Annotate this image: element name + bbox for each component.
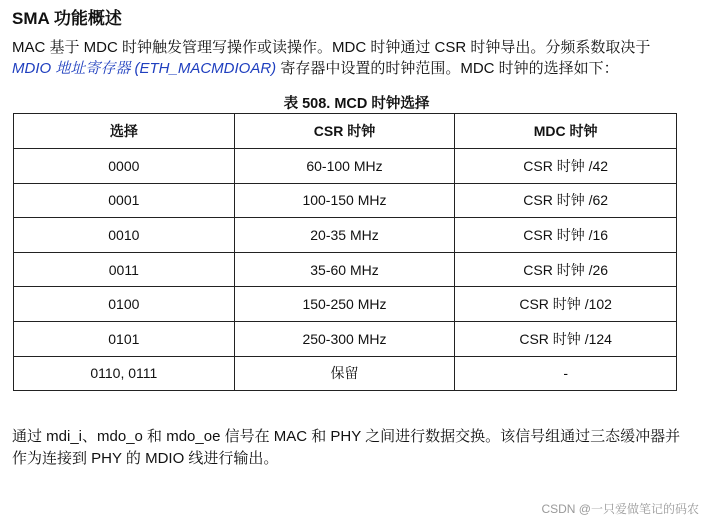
cell-selection: 0010 bbox=[14, 218, 235, 253]
table-caption: 表 508. MCD 时钟选择 bbox=[283, 96, 430, 112]
cell-mdc-clock: CSR 时钟 /16 bbox=[455, 218, 677, 253]
table-row bbox=[14, 252, 677, 287]
table-row bbox=[14, 218, 677, 253]
register-link[interactable]: MDIO 地址寄存器 (ETH_MACMDIOAR) bbox=[12, 60, 277, 77]
header-selection: 选择 bbox=[14, 114, 235, 149]
cell-csr-clock: 35-60 MHz bbox=[234, 252, 455, 287]
intro-text-start: MAC 基于 MDC 时钟触发管理写操作或读操作。MDC 时钟通过 CSR 时钟导出。分频系数取决于 bbox=[12, 39, 651, 56]
watermark-text: CSDN @一只爱做笔记的码农 bbox=[541, 502, 699, 516]
cell-selection: 0001 bbox=[14, 183, 235, 218]
header-csr-clock: CSR 时钟 bbox=[234, 114, 455, 149]
table-header-row bbox=[14, 114, 677, 149]
table-row bbox=[14, 287, 677, 322]
table-row bbox=[14, 321, 677, 356]
intro-paragraph bbox=[12, 37, 692, 79]
table-row bbox=[14, 149, 677, 184]
cell-selection: 0101 bbox=[14, 321, 235, 356]
cell-mdc-clock: CSR 时钟 /26 bbox=[455, 252, 677, 287]
cell-selection: 0110, 0111 bbox=[14, 356, 235, 391]
section-heading: SMA 功能概述 bbox=[12, 9, 122, 28]
table-row bbox=[14, 356, 677, 391]
cell-csr-clock: 150-250 MHz bbox=[234, 287, 455, 322]
cell-mdc-clock: CSR 时钟 /42 bbox=[455, 149, 677, 184]
cell-mdc-clock: CSR 时钟 /124 bbox=[455, 321, 677, 356]
cell-mdc-clock: - bbox=[455, 356, 677, 391]
data-exchange-paragraph: 通过 mdi_i、mdo_o 和 mdo_oe 信号在 MAC 和 PHY 之间进行数据交换。该信号组通过三态缓冲器并作为连接到 PHY 的 MDIO 线进行输出。 bbox=[12, 428, 681, 467]
cell-selection: 0011 bbox=[14, 252, 235, 287]
cell-selection: 0000 bbox=[14, 149, 235, 184]
cell-csr-clock: 60-100 MHz bbox=[234, 149, 455, 184]
header-mdc-clock: MDC 时钟 bbox=[455, 114, 677, 149]
cell-csr-clock: 20-35 MHz bbox=[234, 218, 455, 253]
cell-selection: 0100 bbox=[14, 287, 235, 322]
cell-csr-clock: 250-300 MHz bbox=[234, 321, 455, 356]
table-row bbox=[14, 183, 677, 218]
cell-csr-clock: 保留 bbox=[234, 356, 455, 391]
cell-mdc-clock: CSR 时钟 /102 bbox=[455, 287, 677, 322]
mdc-clock-selection-table bbox=[13, 113, 677, 391]
cell-mdc-clock: CSR 时钟 /62 bbox=[455, 183, 677, 218]
cell-csr-clock: 100-150 MHz bbox=[234, 183, 455, 218]
intro-text-end: 寄存器中设置的时钟范围。MDC 时钟的选择如下： bbox=[276, 60, 619, 77]
